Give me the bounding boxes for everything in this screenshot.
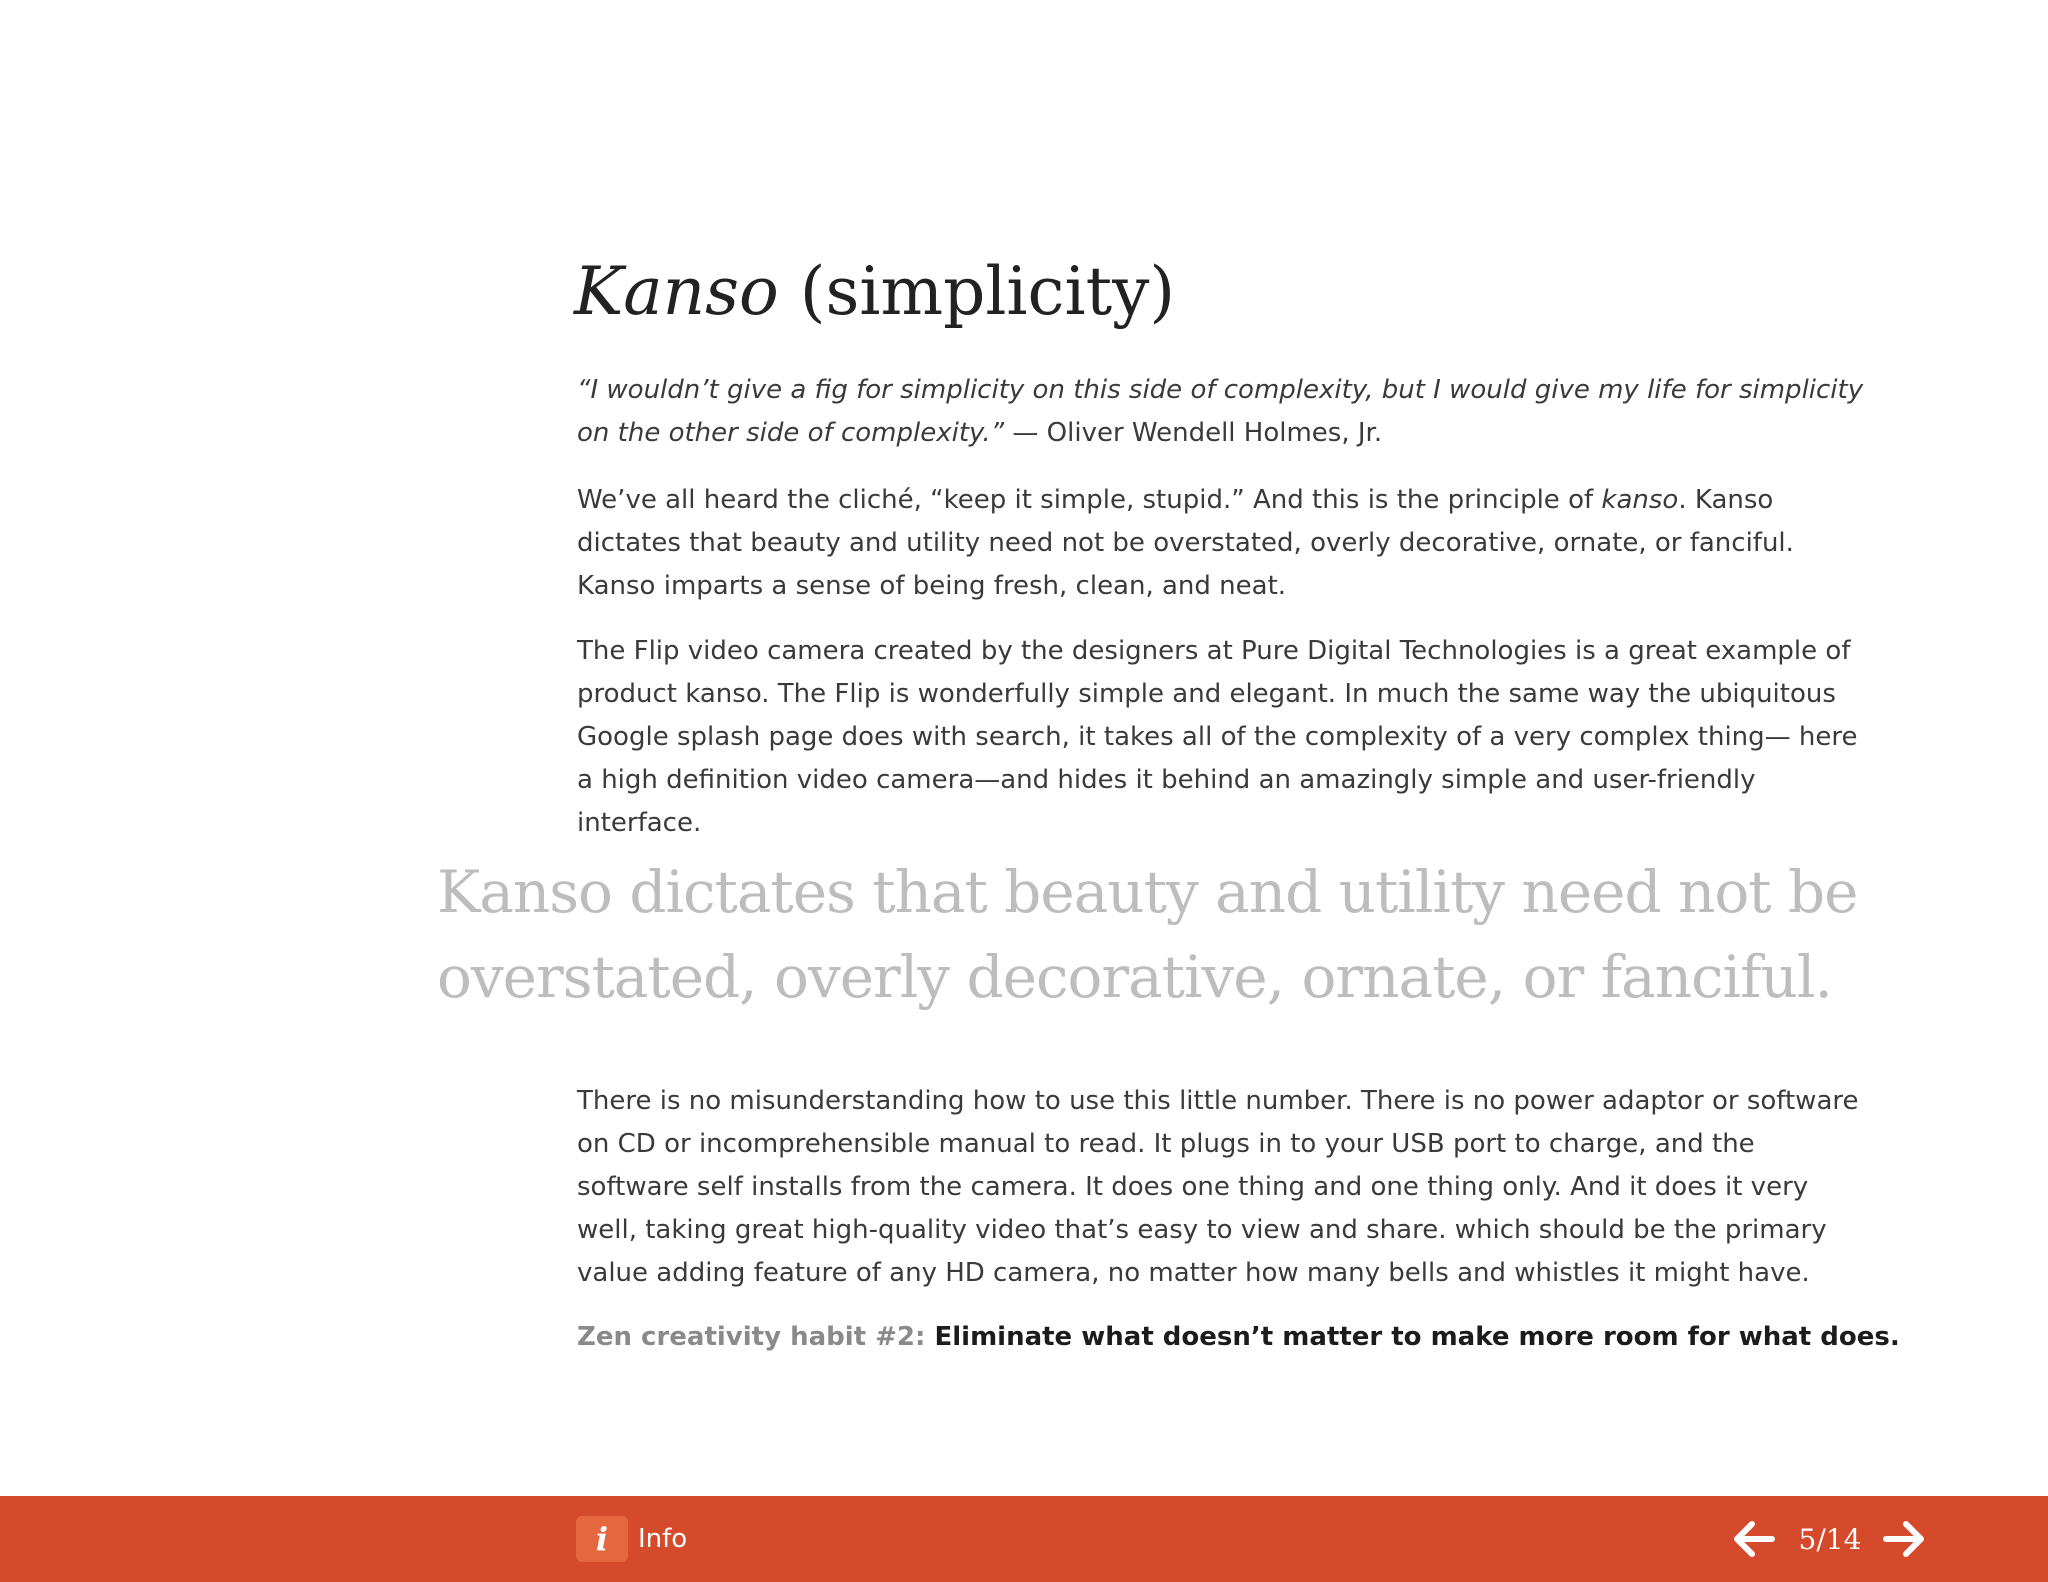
title-rest: (simplicity) — [778, 253, 1176, 330]
arrow-left-icon — [1728, 1514, 1778, 1564]
info-button[interactable] — [576, 1513, 687, 1565]
paragraph-1-italic: kanso — [1601, 485, 1679, 515]
info-label: Info — [638, 1524, 688, 1554]
paragraph-3-text: There is no misunderstanding how to use this little number. There is no power adaptor or software on CD or incomprehensible manual to read. It plugs in to your USB port to charge, and the software self installs from the camera. It does one thing and one thing only. And it does it very well, taking great high-quality video that’s easy to view and share. which should be the primary value adding feature of any HD camera, no matter how many bells and whistles it might have. — [577, 1086, 1859, 1288]
paragraph-1-before: We’ve all heard the cliché, “keep it simple, stupid.” And this is the principle of — [577, 485, 1602, 515]
paragraph-1-after: . Kanso dictates that beauty and utility need not be overstated, overly decorative, ornate, or fanciful. Kanso imparts a sense of being fresh, clean, and neat. — [577, 485, 1794, 601]
next-page-button[interactable] — [1880, 1514, 1930, 1564]
paragraph-2-text: The Flip video camera created by the designers at Pure Digital Technologies is a great example of product kanso. The Flip is wonderfully simple and elegant. In much the same way the ubiquitous Google splash page does with search, it takes all of the complexity of a very complex thing— here a high definition video camera—and hides it behind an amazingly simple and user-friendly interface. — [577, 636, 1858, 838]
info-icon: i — [576, 1516, 628, 1562]
paragraph-3 — [577, 1080, 1867, 1295]
footer-bar — [0, 1496, 2048, 1582]
quote-attribution: — Oliver Wendell Holmes, Jr. — [1004, 418, 1383, 448]
previous-page-button[interactable] — [1728, 1514, 1778, 1564]
habit-label: Zen creativity habit #2: — [577, 1322, 935, 1352]
opening-quote — [577, 369, 1867, 455]
arrow-right-icon — [1880, 1514, 1930, 1564]
paragraph-2 — [577, 630, 1867, 845]
paragraph-1 — [577, 479, 1867, 608]
habit-text: Eliminate what doesn’t matter to make more room for what does. — [934, 1322, 1900, 1352]
quote-text: “I wouldn’t give a fig for simplicity on this side of complexity, but I would give my life for simplicity on the other side of complexity.” — [577, 375, 1864, 448]
page-counter: 5/14 — [1798, 1523, 1862, 1556]
page-title — [574, 244, 1175, 340]
zen-habit — [577, 1316, 1900, 1359]
title-italic: Kanso — [574, 253, 779, 330]
pullquote: Kanso dictates that beauty and utility need not be overstated, overly decorative, ornate, or fanciful. — [437, 858, 1858, 1011]
